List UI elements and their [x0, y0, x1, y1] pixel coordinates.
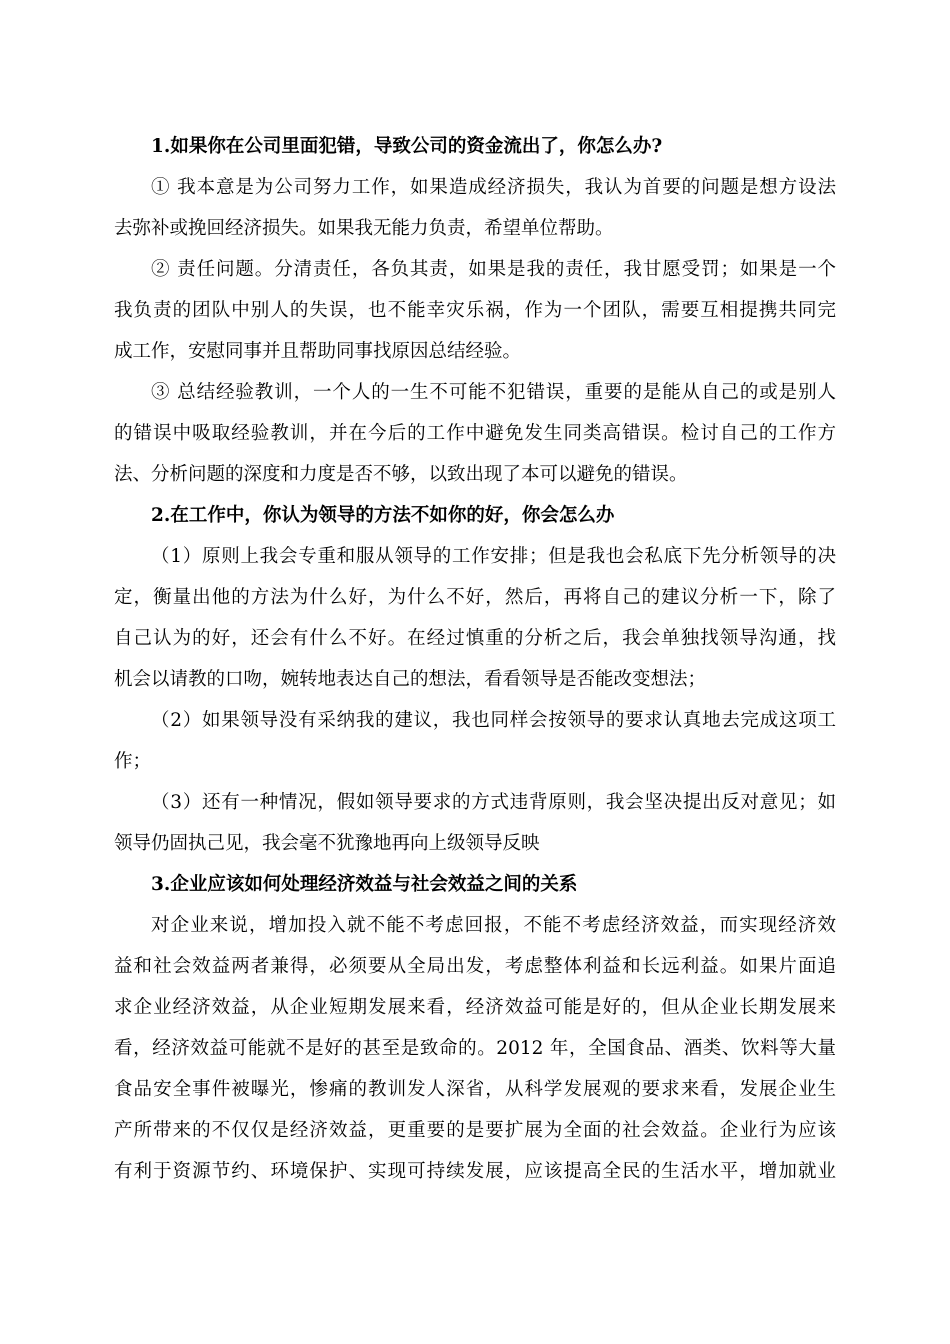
paragraph-line: （2）如果领导没有采纳我的建议，我也同样会按领导的要求认真地去完成这项工	[151, 710, 836, 731]
paragraph-line: （1）原则上我会专重和服从领导的工作安排；但是我也会私底下先分析领导的决	[151, 546, 836, 567]
paragraph-line: 领导仍固执己见，我会毫不犹豫地再向上级领导反映	[114, 833, 540, 854]
paragraph-line: 法、分析问题的深度和力度是否不够，以致出现了本可以避免的错误。	[114, 464, 688, 485]
paragraph-line: （3）还有一种情况，假如领导要求的方式违背原则，我会坚决提出反对意见；如	[151, 792, 836, 813]
paragraph-line: 去弥补或挽回经济损失。如果我无能力负责，希望单位帮助。	[114, 218, 614, 239]
paragraph-line: 我负责的团队中别人的失误，也不能幸灾乐祸，作为一个团队，需要互相提携共同完	[114, 300, 836, 321]
paragraph-line: 对企业来说，增加投入就不能不考虑回报，不能不考虑经济效益，而实现经济效	[151, 915, 836, 936]
paragraph-line: 益和社会效益两者兼得，必须要从全局出发，考虑整体利益和长远利益。如果片面追	[114, 956, 836, 977]
paragraph-line: ③ 总结经验教训，一个人的一生不可能不犯错误，重要的是能从自己的或是别人	[151, 382, 836, 403]
section-heading: 2.在工作中，你认为领导的方法不如你的好，你会怎么办	[151, 505, 615, 526]
paragraph-line: 的错误中吸取经验教训，并在今后的工作中避免发生同类高错误。检讨自己的工作方	[114, 423, 836, 444]
section-heading: 1.如果你在公司里面犯错，导致公司的资金流出了，你怎么办?	[151, 136, 663, 157]
paragraph-line: 成工作，安慰同事并且帮助同事找原因总结经验。	[114, 341, 522, 362]
section-heading: 3.企业应该如何处理经济效益与社会效益之间的关系	[151, 874, 578, 895]
paragraph-line: 有利于资源节约、环境保护、实现可持续发展，应该提高全民的生活水平，增加就业	[114, 1161, 836, 1182]
paragraph-line: 自己认为的好，还会有什么不好。在经过慎重的分析之后，我会单独找领导沟通，找	[114, 628, 836, 649]
paragraph-line: 看，经济效益可能就不是好的甚至是致命的。2012 年，全国食品、酒类、饮料等大量	[114, 1038, 836, 1059]
paragraph-line: 食品安全事件被曝光，惨痛的教训发人深省，从科学发展观的要求来看，发展企业生	[114, 1079, 836, 1100]
paragraph-line: ② 责任问题。分清责任，各负其责，如果是我的责任，我甘愿受罚；如果是一个	[151, 259, 836, 280]
paragraph-line: 产所带来的不仅仅是经济效益，更重要的是要扩展为全面的社会效益。企业行为应该	[114, 1120, 836, 1141]
paragraph-line: 定，衡量出他的方法为什么好，为什么不好，然后，再将自己的建议分析一下，除了	[114, 587, 836, 608]
paragraph-line: ① 我本意是为公司努力工作，如果造成经济损失，我认为首要的问题是想方设法	[151, 177, 836, 198]
paragraph-line: 机会以请教的口吻，婉转地表达自己的想法，看看领导是否能改变想法；	[114, 669, 707, 690]
paragraph-line: 求企业经济效益，从企业短期发展来看，经济效益可能是好的，但从企业长期发展来	[114, 997, 836, 1018]
paragraph-line: 作；	[114, 751, 152, 772]
